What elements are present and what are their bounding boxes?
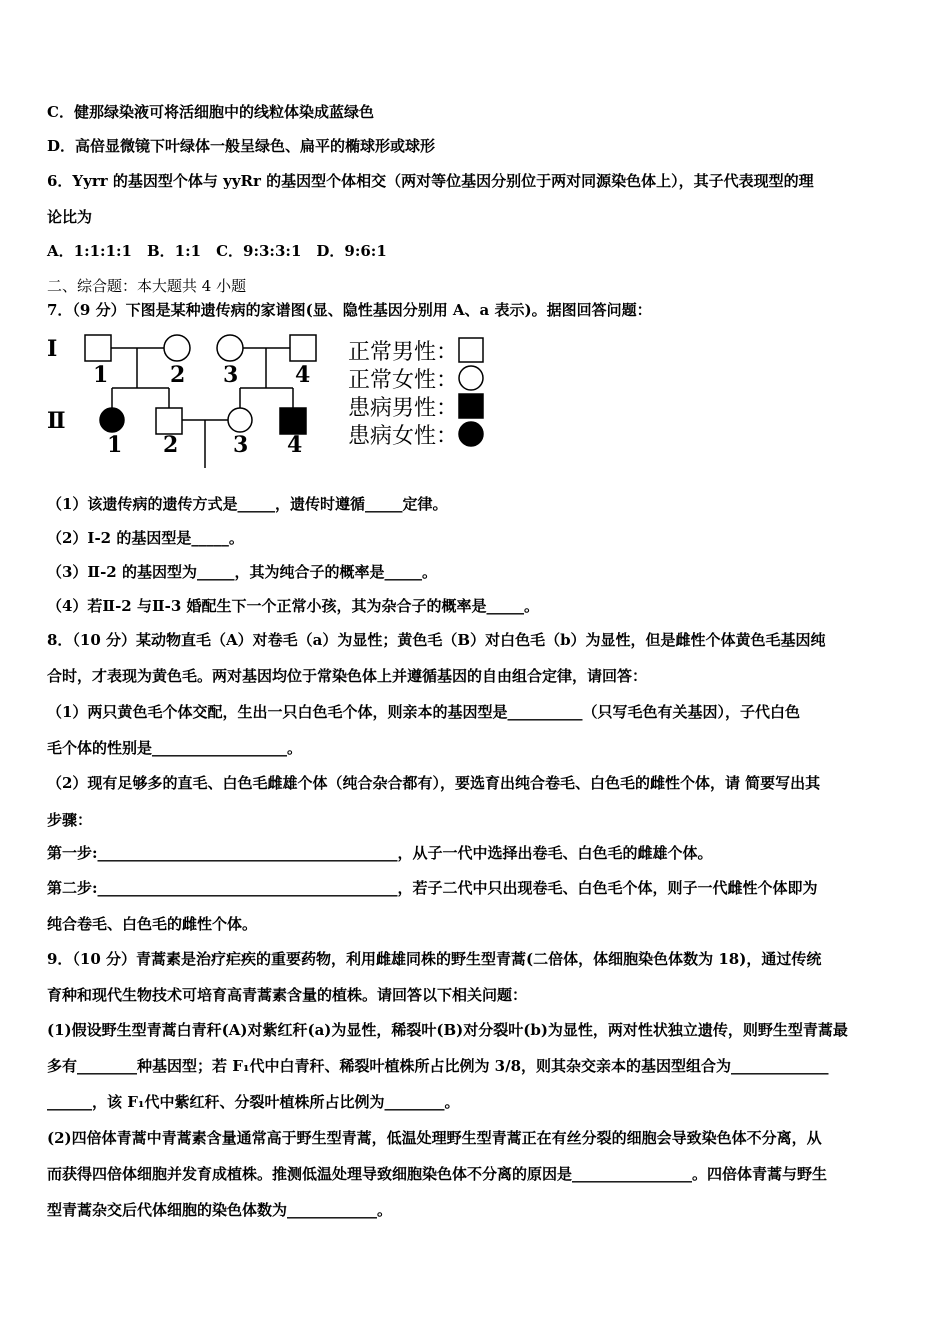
label-II4: 4 bbox=[287, 432, 303, 458]
q8-stem: 8．（10 分）某动物直毛（A）对卷毛（a）为显性；黄色毛（B）对白色毛（b）为显性，但是雌性个体黄色毛基因纯 bbox=[47, 631, 826, 649]
label-I4: 4 bbox=[295, 362, 311, 388]
q8-part1: （1）两只黄色毛个体交配，生出一只白色毛个体，则亲本的基因型是__________（只写毛色有关基因），子代白色 bbox=[47, 703, 800, 721]
q9-stem: 9．（10 分）青蒿素是治疗疟疾的重要药物，利用雌雄同株的野生型青蒿(二倍体，体细胞染色体数为 18)，通过传统 bbox=[47, 950, 822, 968]
q9-stem-cont: 育种和现代生物技术可培育高青蒿素含量的植株。请回答以下相关问题： bbox=[47, 986, 528, 1004]
q9-part2-cont: 而获得四倍体细胞并发育成植株。推测低温处理导致细胞染色体不分离的原因是________________。四倍体青蒿与野生 bbox=[47, 1165, 828, 1183]
q8-step2: 第二步:________________________________________，若子二代中只出现卷毛、白色毛个体，则子一代雌性个体即为 bbox=[47, 879, 818, 897]
label-II3: 3 bbox=[233, 432, 249, 458]
label-I2: 2 bbox=[170, 362, 186, 388]
pedigree-II3 bbox=[228, 408, 252, 432]
pedigree-II4 bbox=[280, 408, 306, 434]
q9-part2: (2)四倍体青蒿中青蒿素含量通常高于野生型青蒿，低温处理野生型青蒿正在有丝分裂的细胞会导致染色体不分离，从 bbox=[47, 1129, 822, 1147]
label-II1: 1 bbox=[107, 432, 123, 458]
label-II2: 2 bbox=[163, 432, 179, 458]
legend-affected-female: 患病女性： bbox=[348, 420, 486, 448]
pedigree-II2 bbox=[156, 408, 182, 434]
q9-part1: (1)假设野生型青蒿白青秆(A)对紫红秆(a)为显性，稀裂叶(B)对分裂叶(b)为显性，两对性状独立遗传，则野生型青蒿最 bbox=[47, 1021, 848, 1039]
normal-female-symbol bbox=[458, 365, 486, 391]
q8-stem-cont: 合时，才表现为黄色毛。两对基因均位于常染色体上并遵循基因的自由组合定律，请回答： bbox=[47, 667, 648, 685]
q7-part3: （3）Ⅱ-2 的基因型为_____，其为纯合子的概率是_____。 bbox=[47, 563, 437, 581]
q8-part1-cont: 毛个体的性别是__________________。 bbox=[47, 739, 303, 757]
pedigree-I2 bbox=[164, 335, 190, 361]
q9-part1-cont2: ______，该 F₁代中紫红秆、分裂叶植株所占比例为________。 bbox=[47, 1093, 460, 1111]
affected-male-symbol bbox=[458, 393, 486, 419]
pedigree-II1 bbox=[100, 408, 124, 432]
pedigree-legend bbox=[348, 336, 486, 448]
q8-step1: 第一步:________________________________________，从子一代中选择出卷毛、白色毛的雌雄个体。 bbox=[47, 844, 713, 862]
gen-label-I: Ⅰ bbox=[47, 336, 58, 362]
label-I1: 1 bbox=[93, 362, 109, 388]
q7-stem: 7．（9 分）下图是某种遗传病的家谱图(显、隐性基因分别用 A、a 表示)。据图回答问题： bbox=[47, 301, 652, 319]
label-I3: 3 bbox=[223, 362, 239, 388]
q6-stem-cont: 论比为 bbox=[47, 208, 93, 226]
pedigree-I1 bbox=[85, 335, 111, 361]
normal-male-symbol bbox=[458, 337, 486, 363]
pedigree-I4 bbox=[290, 335, 316, 361]
option-c: C．健那绿染液可将活细胞中的线粒体染成蓝绿色 bbox=[47, 103, 374, 121]
option-d: D．高倍显微镜下叶绿体一般呈绿色、扁平的椭球形或球形 bbox=[47, 137, 436, 155]
q6-stem: 6．Yyrr 的基因型个体与 yyRr 的基因型个体相交（两对等位基因分别位于两对同源染色体上），其子代表现型的理 bbox=[47, 172, 814, 190]
q7-part2: （2）Ⅰ-2 的基因型是_____。 bbox=[47, 529, 244, 547]
section-heading: 二、综合题：本大题共 4 小题 bbox=[47, 277, 247, 295]
affected-female-symbol bbox=[458, 421, 486, 447]
q8-part2-cont: 步骤： bbox=[47, 811, 93, 829]
q6-options: A．1:1:1:1 B．1:1 C．9:3:3:1 D．9:6:1 bbox=[47, 242, 387, 260]
q7-part1: （1）该遗传病的遗传方式是_____，遗传时遵循_____定律。 bbox=[47, 495, 448, 513]
legend-affected-male: 患病男性： bbox=[348, 392, 486, 420]
legend-normal-male: 正常男性： bbox=[348, 336, 486, 364]
q8-part2: （2）现有足够多的直毛、白色毛雌雄个体（纯合杂合都有），要选育出纯合卷毛、白色毛的雌性个体，请 简要写出其 bbox=[47, 774, 821, 792]
pedigree-I3 bbox=[217, 335, 243, 361]
q9-part1-cont: 多有________种基因型；若 F₁代中白青秆、稀裂叶植株所占比例为 3/8，则其杂交亲本的基因型组合为_____________ bbox=[47, 1057, 829, 1075]
legend-normal-female: 正常女性： bbox=[348, 364, 486, 392]
q8-step2-cont: 纯合卷毛、白色毛的雌性个体。 bbox=[47, 915, 258, 933]
q9-part2-cont2: 型青蒿杂交后代体细胞的染色体数为____________。 bbox=[47, 1201, 393, 1219]
gen-label-II: Ⅱ bbox=[47, 408, 66, 434]
q7-part4: （4）若Ⅱ-2 与Ⅱ-3 婚配生下一个正常小孩，其为杂合子的概率是_____。 bbox=[47, 597, 539, 615]
